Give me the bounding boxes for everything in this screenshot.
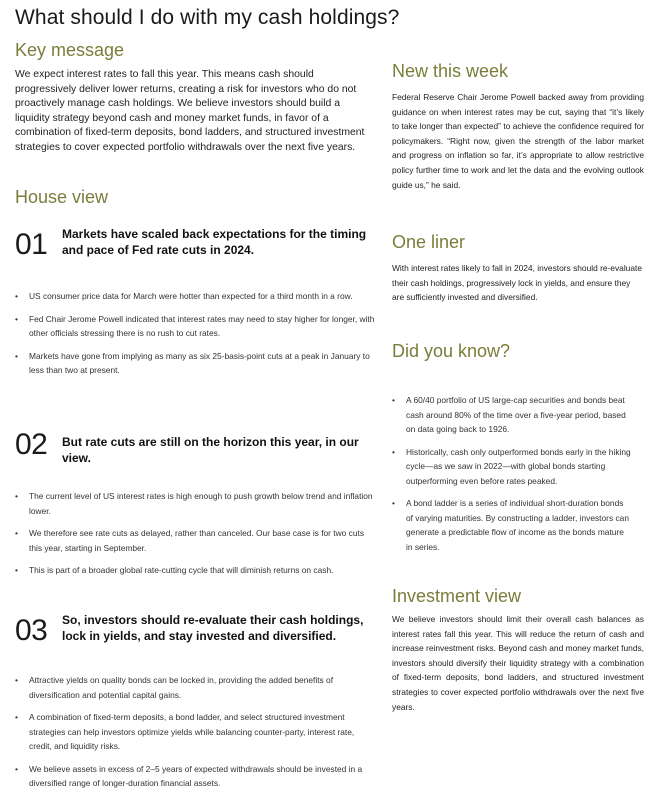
section-title-02: But rate cuts are still on the horizon this year, in our view. bbox=[62, 435, 359, 465]
new-this-week-body: Federal Reserve Chair Jerome Powell backed away from providing guidance on when interest rates may be cut, saying that “it’s likely to take longer than expected” to achieve the confidence required for policymakers. “Right now, given the strength of the labor market and progress on inflation so far, it’s appropriate to allow restrictive policy further time to work and let the data and the evolving outlook guide us,” he said. bbox=[392, 92, 644, 190]
did-you-know-heading: Did you know? bbox=[392, 341, 511, 361]
section-bullets-01 bbox=[15, 289, 375, 386]
section-title-03: So, investors should re-evaluate their cash holdings, lock in yields, and stay invested and diversified. bbox=[62, 613, 364, 643]
list-item: • US consumer price data for March were hotter than expected for a third month in a row. bbox=[15, 289, 375, 304]
list-item: • A 60/40 portfolio of US large-cap securities and bonds beat cash around 80% of the time over a five-year period, based on data going back to 1926. bbox=[392, 393, 632, 437]
section-number-02: 02 bbox=[15, 428, 48, 461]
list-item: • We believe assets in excess of 2–5 years of expected withdrawals should be invested in a diversified range of longer-duration financial assets. bbox=[15, 762, 375, 791]
list-item: • We therefore see rate cuts as delayed, rather than canceled. Our base case is for two cuts this year, starting in September. bbox=[15, 526, 375, 555]
section-bullets-02 bbox=[15, 489, 375, 586]
list-item: • A combination of fixed-term deposits, a bond ladder, and select structured investment strategies can help investors optimize yields while balancing counter-party, interest rate, credit, and liquidity risks. bbox=[15, 710, 375, 754]
did-you-know-bullets bbox=[392, 393, 632, 562]
list-item: • Fed Chair Jerome Powell indicated that interest rates may need to stay higher for longer, with other officials stressing there is no rush to cut rates. bbox=[15, 312, 375, 341]
page-title: What should I do with my cash holdings? bbox=[15, 6, 400, 29]
house-view-heading: House view bbox=[15, 187, 109, 207]
section-title-01: Markets have scaled back expectations for the timing and pace of Fed rate cuts in 2024. bbox=[62, 227, 367, 257]
section-number-01: 01 bbox=[15, 228, 48, 261]
list-item: • A bond ladder is a series of individual short-duration bonds of varying maturities. By constructing a ladder, investors can generate a predictable flow of income as the bonds mature in series. bbox=[392, 496, 632, 554]
one-liner-heading: One liner bbox=[392, 232, 466, 252]
list-item: • The current level of US interest rates is high enough to push growth below trend and inflation lower. bbox=[15, 489, 375, 518]
key-message-body: We expect interest rates to fall this year. This means cash should progressively deliver lower returns, creating a risk for investors who do not proactively manage cash holdings. We believe investors should build a liquidity strategy beyond cash and money market funds, in favor of a combination of fixed-term deposits, bond ladders, and structured investment strategies to cover expected portfolio withdrawals over the next five years. bbox=[15, 69, 365, 153]
key-message-heading: Key message bbox=[15, 40, 125, 60]
list-item: • Historically, cash only outperformed bonds early in the hiking cycle—as we saw in 2022—with global bonds starting outperforming even before rates peaked. bbox=[392, 445, 632, 489]
section-number-03: 03 bbox=[15, 614, 48, 647]
list-item: • Attractive yields on quality bonds can be locked in, providing the added benefits of diversification and potential capital gains. bbox=[15, 673, 375, 702]
investment-view-heading: Investment view bbox=[392, 586, 522, 606]
investment-view-body: We believe investors should limit their overall cash balances as interest rates fall this year. This will reduce the return of cash and increase reinvestment risks. Beyond cash and money market funds, investors should diversify their liquidity strategy with a combination of fixed-term deposits, bond ladders, and structured investment strategies to cover expected portfolio withdrawals over the next five years. bbox=[392, 614, 644, 712]
section-bullets-03 bbox=[15, 673, 375, 799]
one-liner-body: With interest rates likely to fall in 2024, investors should re-evaluate their cash holdings, progressively lock in yields, and ensure they are sufficiently invested and diversified. bbox=[392, 263, 642, 303]
list-item: • Markets have gone from implying as many as six 25-basis-point cuts at a peak in January to less than two at present. bbox=[15, 349, 375, 378]
new-this-week-heading: New this week bbox=[392, 61, 509, 81]
list-item: • This is part of a broader global rate-cutting cycle that will diminish returns on cash. bbox=[15, 563, 375, 578]
